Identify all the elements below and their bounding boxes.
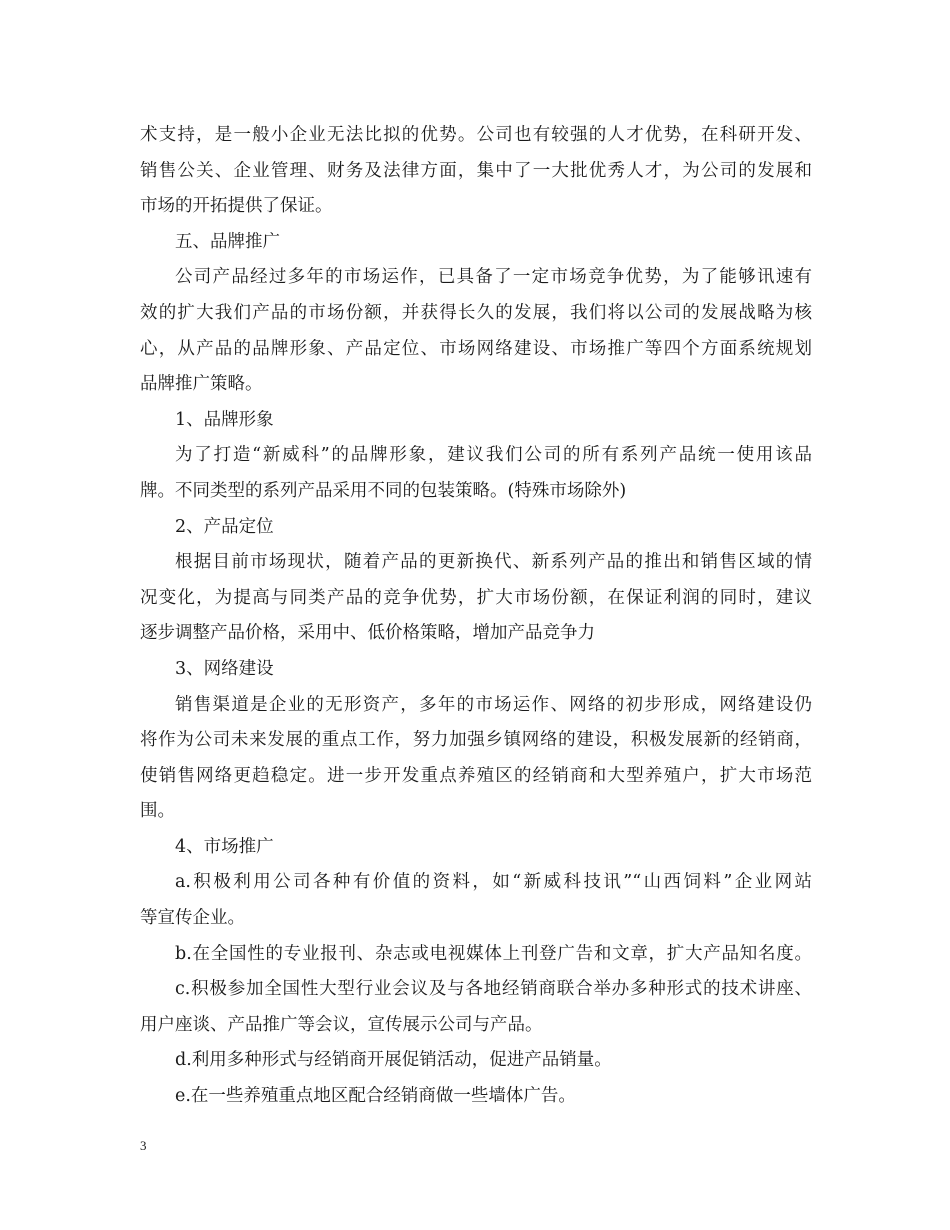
list-item: d.利用多种形式与经销商开展促销活动，促进产品销量。 bbox=[175, 1050, 612, 1071]
text-line: 为了打造“新威科”的品牌形象，建议我们公司的所有系列产品统一使用该品 bbox=[175, 445, 812, 466]
text-line: 将作为公司未来发展的重点工作，努力加强乡镇网络的建设，积极发展新的经销商， bbox=[140, 730, 812, 751]
page-number: 3 bbox=[140, 1138, 147, 1153]
list-item: b.在全国性的专业报刊、杂志或电视媒体上刊登广告和文章，扩大产品知名度。 bbox=[175, 943, 812, 964]
text-line: 销售渠道是企业的无形资产，多年的市场运作、网络的初步形成，网络建设仍 bbox=[175, 694, 812, 715]
section-heading: 五、品牌推广 bbox=[175, 231, 280, 252]
list-item: 等宣传企业。 bbox=[140, 908, 245, 929]
text-line: 品牌推广策略。 bbox=[140, 374, 263, 395]
text-line: 围。 bbox=[140, 801, 175, 822]
text-line: 心，从产品的品牌形象、产品定位、市场网络建设、市场推广等四个方面系统规划 bbox=[140, 338, 812, 359]
text-line: 公司产品经过多年的市场运作，已具备了一定市场竞争优势，为了能够讯速有 bbox=[175, 267, 812, 288]
subsection-heading: 3、网络建设 bbox=[175, 658, 274, 679]
subsection-heading: 1、品牌形象 bbox=[175, 409, 274, 430]
list-item: c.积极参加全国性大型行业会议及与各地经销商联合举办多种形式的技术讲座、 bbox=[175, 979, 812, 1000]
text-line: 根据目前市场现状，随着产品的更新换代、新系列产品的推出和销售区域的情 bbox=[175, 552, 812, 573]
text-line: 况变化，为提高与同类产品的竞争优势，扩大市场份额，在保证利润的同时，建议 bbox=[140, 587, 812, 608]
subsection-heading: 2、产品定位 bbox=[175, 516, 274, 537]
text-line: 市场的开拓提供了保证。 bbox=[140, 196, 333, 217]
subsection-heading: 4、市场推广 bbox=[175, 836, 274, 857]
text-line: 逐步调整产品价格，采用中、低价格策略，增加产品竞争力 bbox=[140, 623, 595, 644]
text-line: 术支持，是一般小企业无法比拟的优势。公司也有较强的人才优势，在科研开发、 bbox=[140, 125, 812, 145]
list-item: a.积极利用公司各种有价值的资料，如“新威科技讯”“山西饲料”企业网站 bbox=[175, 872, 812, 893]
text-line: 使销售网络更趋稳定。进一步开发重点养殖区的经销商和大型养殖户，扩大市场范 bbox=[140, 765, 812, 786]
text-line: 销售公关、企业管理、财务及法律方面，集中了一大批优秀人才，为公司的发展和 bbox=[140, 160, 812, 181]
list-item: e.在一些养殖重点地区配合经销商做一些墙体广告。 bbox=[175, 1086, 576, 1107]
text-line: 效的扩大我们产品的市场份额，并获得长久的发展，我们将以公司的发展战略为核 bbox=[140, 302, 812, 323]
document-body bbox=[140, 118, 812, 1115]
text-line: 牌。不同类型的系列产品采用不同的包装策略。(特殊市场除外) bbox=[140, 480, 627, 501]
list-item: 用户座谈、产品推广等会议，宣传展示公司与产品。 bbox=[140, 1014, 543, 1035]
